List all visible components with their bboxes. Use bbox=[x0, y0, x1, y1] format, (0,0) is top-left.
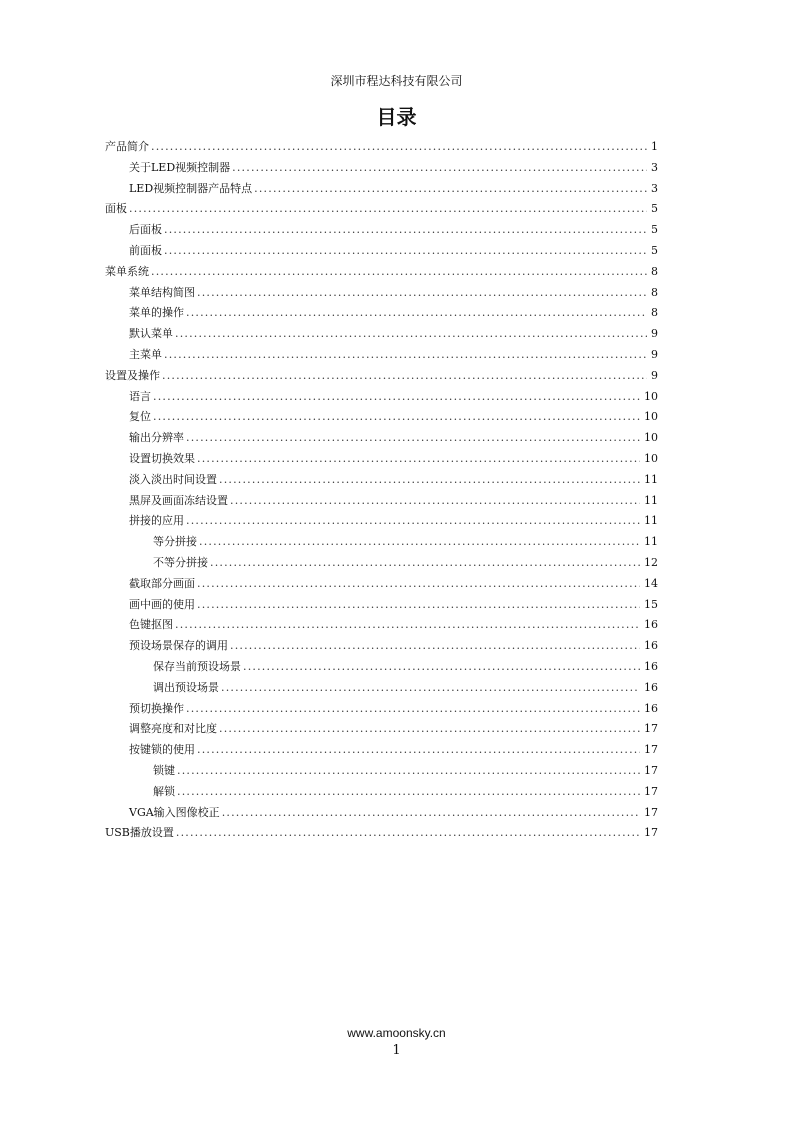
toc-dot-leader bbox=[230, 636, 640, 657]
toc-entry[interactable] bbox=[105, 782, 658, 803]
toc-dot-leader bbox=[219, 470, 640, 491]
toc-entry-page: 16 bbox=[644, 701, 658, 715]
toc-dot-leader bbox=[129, 199, 647, 220]
toc-entry-label: 菜单结构简图 bbox=[129, 285, 195, 299]
toc-entry-label: 不等分拼接 bbox=[153, 555, 208, 569]
toc-dot-leader bbox=[176, 823, 640, 844]
toc-dot-leader bbox=[243, 657, 640, 678]
toc-dot-leader bbox=[151, 262, 647, 283]
page-header: 深圳市程达科技有限公司 bbox=[330, 74, 463, 88]
toc-entry[interactable] bbox=[105, 283, 658, 304]
toc-entry[interactable] bbox=[105, 574, 658, 595]
toc-dot-leader bbox=[197, 449, 640, 470]
toc-entry-label: 前面板 bbox=[129, 243, 162, 257]
toc-entry[interactable] bbox=[105, 366, 658, 387]
toc-entry-label: 复位 bbox=[129, 410, 151, 424]
footer-url: www.amoonsky.cn bbox=[347, 1026, 446, 1040]
toc-entry[interactable] bbox=[105, 740, 658, 761]
toc-entry[interactable] bbox=[105, 532, 658, 553]
toc-dot-leader bbox=[164, 220, 647, 241]
toc-entry-label: 输出分辨率 bbox=[129, 431, 184, 445]
toc-entry[interactable] bbox=[105, 137, 658, 158]
toc-dot-leader bbox=[222, 803, 640, 824]
toc-dot-leader bbox=[175, 324, 647, 345]
toc-dot-leader bbox=[230, 491, 640, 512]
toc-entry-label: 主菜单 bbox=[129, 347, 162, 361]
toc-entry[interactable] bbox=[105, 553, 658, 574]
toc-entry-label: 色键抠图 bbox=[129, 618, 173, 632]
toc-entry[interactable] bbox=[105, 803, 658, 824]
toc-entry-label: 截取部分画面 bbox=[129, 576, 195, 590]
toc-entry[interactable] bbox=[105, 615, 658, 636]
toc-entry-page: 14 bbox=[644, 576, 658, 590]
toc-entry-label: 设置及操作 bbox=[105, 368, 160, 382]
toc-entry-label: 调整亮度和对比度 bbox=[129, 722, 217, 736]
toc-entry-page: 10 bbox=[644, 451, 658, 465]
toc-dot-leader bbox=[210, 553, 640, 574]
toc-entry-label: 菜单的操作 bbox=[129, 306, 184, 320]
toc-entry[interactable] bbox=[105, 241, 658, 262]
toc-entry-page: 5 bbox=[651, 243, 658, 257]
toc-dot-leader bbox=[177, 782, 640, 803]
toc-entry-label: LED视频控制器产品特点 bbox=[129, 181, 253, 195]
toc-entry-page: 8 bbox=[651, 306, 658, 320]
toc-entry-page: 9 bbox=[651, 347, 658, 361]
toc-entry-label: 拼接的应用 bbox=[129, 514, 184, 528]
toc-entry-page: 17 bbox=[644, 722, 658, 736]
toc-entry-page: 17 bbox=[644, 784, 658, 798]
toc-entry-page: 8 bbox=[651, 285, 658, 299]
toc-entry[interactable] bbox=[105, 595, 658, 616]
toc-entry-label: 锁键 bbox=[153, 763, 175, 777]
toc-entry-label: 设置切换效果 bbox=[129, 451, 195, 465]
toc-entry-label: 面板 bbox=[105, 202, 127, 216]
toc-entry[interactable] bbox=[105, 303, 658, 324]
toc-entry-label: 语言 bbox=[129, 389, 151, 403]
toc-entry[interactable] bbox=[105, 511, 658, 532]
toc-entry-label: 产品简介 bbox=[105, 140, 149, 153]
toc-entry[interactable] bbox=[105, 179, 658, 200]
toc-entry-page: 11 bbox=[644, 472, 658, 486]
toc-entry[interactable] bbox=[105, 407, 658, 428]
toc-entry[interactable] bbox=[105, 220, 658, 241]
toc-dot-leader bbox=[232, 158, 647, 179]
toc-dot-leader bbox=[175, 615, 640, 636]
toc-entry-label: 保存当前预设场景 bbox=[153, 659, 241, 673]
toc-entry-page: 3 bbox=[651, 181, 658, 195]
toc-entry-page: 17 bbox=[644, 826, 658, 840]
toc-entry[interactable] bbox=[105, 636, 658, 657]
toc-entry-page: 11 bbox=[644, 493, 658, 507]
toc-entry-page: 16 bbox=[644, 680, 658, 694]
toc-entry[interactable] bbox=[105, 345, 658, 366]
toc-entry-label: 预切换操作 bbox=[129, 701, 184, 715]
toc-entry[interactable] bbox=[105, 678, 658, 699]
toc-dot-leader bbox=[197, 595, 640, 616]
toc-entry[interactable] bbox=[105, 428, 658, 449]
toc-entry-page: 10 bbox=[644, 410, 658, 424]
toc-dot-leader bbox=[197, 740, 640, 761]
toc-dot-leader bbox=[153, 387, 640, 408]
toc-entry-page: 11 bbox=[644, 514, 658, 528]
toc-entry[interactable] bbox=[105, 199, 658, 220]
toc-entry-page: 1 bbox=[651, 140, 658, 153]
toc-entry-label: 后面板 bbox=[129, 223, 162, 237]
toc-dot-leader bbox=[199, 532, 640, 553]
toc-entry[interactable] bbox=[105, 324, 658, 345]
toc-entry-page: 16 bbox=[644, 618, 658, 632]
toc-entry-page: 9 bbox=[651, 368, 658, 382]
toc-dot-leader bbox=[162, 366, 647, 387]
toc-entry-label: VGA输入图像校正 bbox=[129, 805, 220, 819]
toc-entry[interactable] bbox=[105, 699, 658, 720]
toc-dot-leader bbox=[151, 137, 647, 158]
toc-dot-leader bbox=[164, 241, 647, 262]
toc-entry[interactable] bbox=[105, 387, 658, 408]
toc-entry-page: 9 bbox=[651, 327, 658, 341]
toc-entry-page: 17 bbox=[644, 743, 658, 757]
toc-entry-label: 解锁 bbox=[153, 784, 175, 798]
toc-entry-page: 8 bbox=[651, 264, 658, 278]
toc-entry[interactable] bbox=[105, 262, 658, 283]
toc-entry-page: 15 bbox=[644, 597, 658, 611]
toc-dot-leader bbox=[186, 428, 640, 449]
toc-entry-label: 调出预设场景 bbox=[153, 680, 219, 694]
toc-entry[interactable] bbox=[105, 761, 658, 782]
toc-entry-label: 菜单系统 bbox=[105, 264, 149, 278]
toc-entry-page: 11 bbox=[644, 535, 658, 549]
toc-entry-label: 黑屏及画面冻结设置 bbox=[129, 493, 228, 507]
toc-entry-label: 按键锁的使用 bbox=[129, 743, 195, 757]
toc-entry[interactable] bbox=[105, 158, 658, 179]
toc-entry-label: 默认菜单 bbox=[129, 327, 173, 341]
toc-dot-leader bbox=[197, 574, 640, 595]
toc-entry-page: 10 bbox=[644, 431, 658, 445]
page-title: 目录 bbox=[376, 105, 417, 129]
toc-dot-leader bbox=[197, 283, 647, 304]
toc-entry-label: USB播放设置 bbox=[105, 826, 174, 840]
toc-entry-page: 16 bbox=[644, 659, 658, 673]
toc-entry[interactable] bbox=[105, 449, 658, 470]
toc-dot-leader bbox=[186, 699, 640, 720]
toc-dot-leader bbox=[164, 345, 647, 366]
toc-entry-label: 等分拼接 bbox=[153, 535, 197, 549]
toc-dot-leader bbox=[254, 179, 647, 200]
toc-entry-page: 17 bbox=[644, 805, 658, 819]
toc-entry-label: 关于LED视频控制器 bbox=[129, 160, 231, 174]
toc-entry-page: 5 bbox=[651, 223, 658, 237]
toc-entry-label: 画中画的使用 bbox=[129, 597, 195, 611]
toc-entry-label: 淡入淡出时间设置 bbox=[129, 472, 217, 486]
toc-entry-page: 3 bbox=[651, 160, 658, 174]
toc-dot-leader bbox=[186, 511, 640, 532]
toc-entry[interactable] bbox=[105, 719, 658, 740]
table-of-contents bbox=[105, 137, 658, 844]
toc-entry[interactable] bbox=[105, 470, 658, 491]
toc-entry-page: 5 bbox=[651, 202, 658, 216]
footer-page-number: 1 bbox=[392, 1043, 401, 1058]
toc-dot-leader bbox=[153, 407, 640, 428]
toc-dot-leader bbox=[221, 678, 640, 699]
toc-entry-page: 12 bbox=[644, 555, 658, 569]
toc-entry[interactable] bbox=[105, 823, 658, 844]
toc-entry[interactable] bbox=[105, 657, 658, 678]
toc-entry-label: 预设场景保存的调用 bbox=[129, 639, 228, 653]
toc-dot-leader bbox=[186, 303, 647, 324]
toc-entry[interactable] bbox=[105, 491, 658, 512]
toc-dot-leader bbox=[177, 761, 640, 782]
toc-entry-page: 16 bbox=[644, 639, 658, 653]
toc-entry-page: 10 bbox=[644, 389, 658, 403]
toc-dot-leader bbox=[219, 719, 640, 740]
toc-entry-page: 17 bbox=[644, 763, 658, 777]
